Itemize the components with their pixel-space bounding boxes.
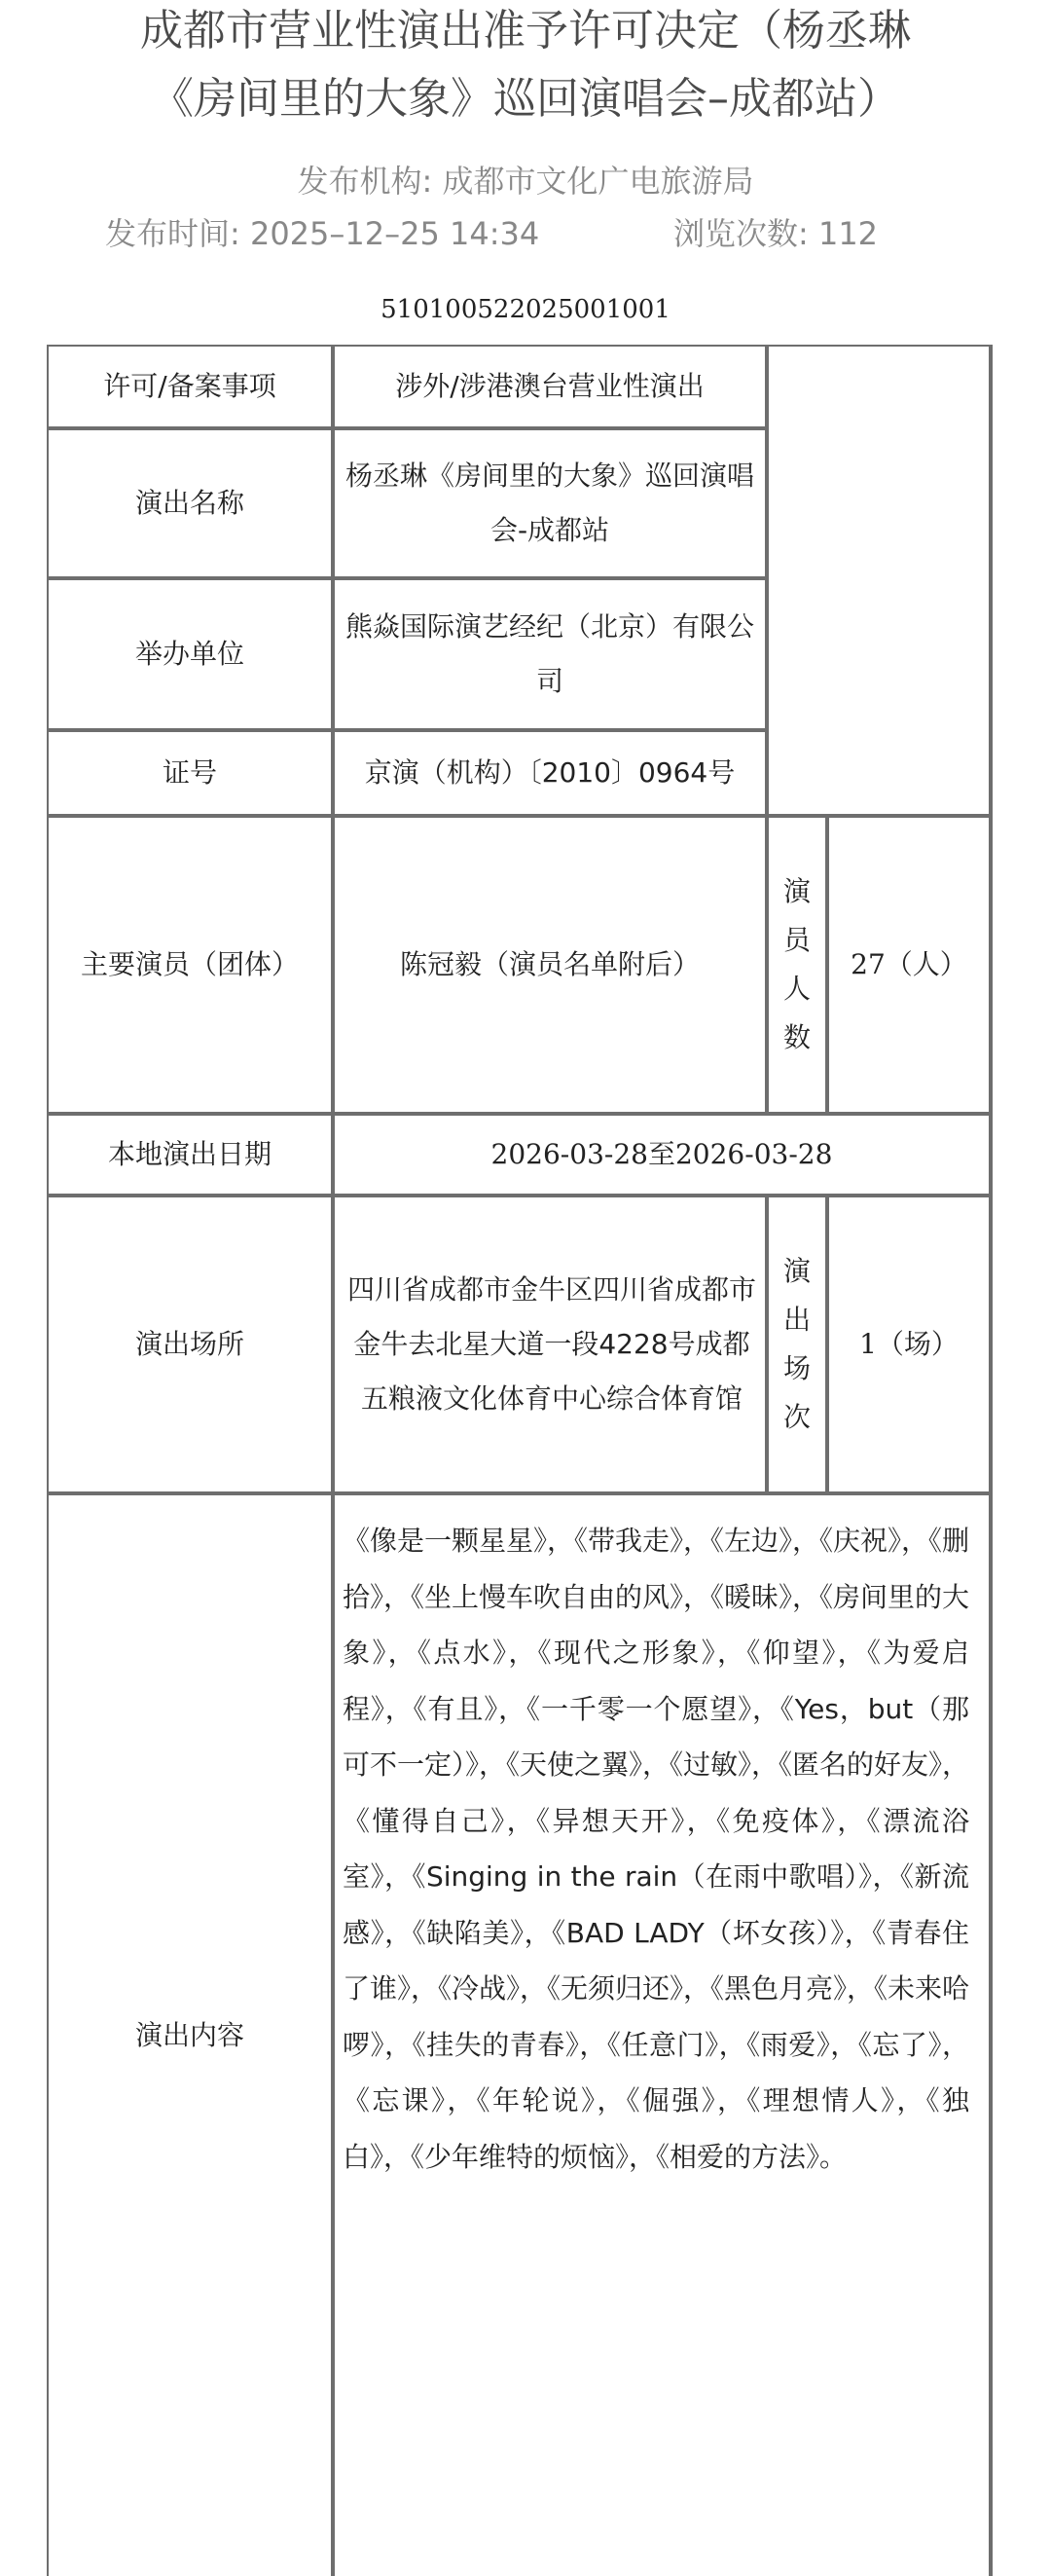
performers-label: 主要演员（团体）	[80, 948, 299, 980]
document-number: 510100522025001001	[381, 295, 670, 324]
label-char: 数	[782, 1021, 811, 1053]
performers-value: 陈冠毅（演员名单附后）	[399, 948, 700, 980]
date-label: 本地演出日期	[107, 1138, 272, 1170]
publisher-info: 发布机构: 成都市文化广电旅游局	[297, 163, 754, 200]
performer-count-value: 27（人）	[851, 948, 967, 980]
label-char: 场	[782, 1352, 811, 1384]
meta-row	[0, 212, 1051, 255]
license-value: 京演（机构）〔2010〕0964号	[364, 756, 736, 789]
table-divider	[989, 345, 993, 2576]
item-label: 许可/备案事项	[103, 370, 276, 402]
venue-label: 演出场所	[134, 1328, 244, 1360]
item-value: 涉外/涉港澳台营业性演出	[395, 370, 705, 402]
label-char: 演	[782, 1255, 811, 1287]
title-line-2: 《房间里的大象》巡回演唱会–成都站）	[151, 74, 900, 124]
label-char: 人	[782, 973, 811, 1005]
organizer-value: 熊焱国际演艺经纪（北京）有限公司	[344, 610, 754, 697]
view-count: 浏览次数: 112	[673, 215, 879, 252]
performer-count-label	[769, 818, 825, 1112]
content-label: 演出内容	[134, 2019, 244, 2051]
license-label: 证号	[162, 756, 217, 789]
sessions-label	[769, 1197, 825, 1491]
organizer-label: 举办单位	[134, 638, 244, 670]
venue-value: 四川省成都市金牛区四川省成都市金牛去北星大道一段4228号成都五粮液文化体育中心综合体育馆	[346, 1273, 756, 1415]
label-char: 出	[782, 1304, 811, 1336]
show-name-value: 杨丞琳《房间里的大象》巡回演唱会-成都站	[344, 460, 754, 546]
table-divider	[331, 345, 335, 2576]
label-char: 员	[782, 924, 811, 956]
title-line-1: 成都市营业性演出准予许可决定（杨丞琳	[140, 6, 911, 55]
label-char: 演	[782, 875, 811, 907]
label-char: 次	[782, 1401, 811, 1433]
date-value: 2026-03-28至2026-03-28	[490, 1138, 833, 1170]
publish-time: 发布时间: 2025–12–25 14:34	[105, 215, 540, 252]
sessions-value: 1（场）	[859, 1328, 959, 1360]
content-value: 《像是一颗星星》，《带我走》，《左边》，《庆祝》，《删拾》，《坐上慢车吹自由的风》，《暖昧》，《房间里的大象》，《点水》，《现代之形象》，《仰望》，《为爱启程》，《有且》，《一千零一个愿望》，《Yes，but（那可不一定）》，《天使之翼》，《过敏》，《匿名的好友》，《懂得自己》，《异想天开》，《免疫体》，《漂流浴室》，《Singing in the rain（在雨中歌唱）》，《新流感》，《缺陷美》，《BAD LADY（坏女孩）》，《青春住了谁》，《冷战》，《无须归还》，《黑色月亮》，《未来哈啰》，《挂失的青春》，《任意门》，《雨爱》，《忘了》，《忘课》，《年轮说》，《倔强》，《理想情人》，《独白》，《少年维特的烦恼》，《相爱的方法》。	[343, 1525, 970, 2173]
show-name-label: 演出名称	[134, 487, 244, 519]
